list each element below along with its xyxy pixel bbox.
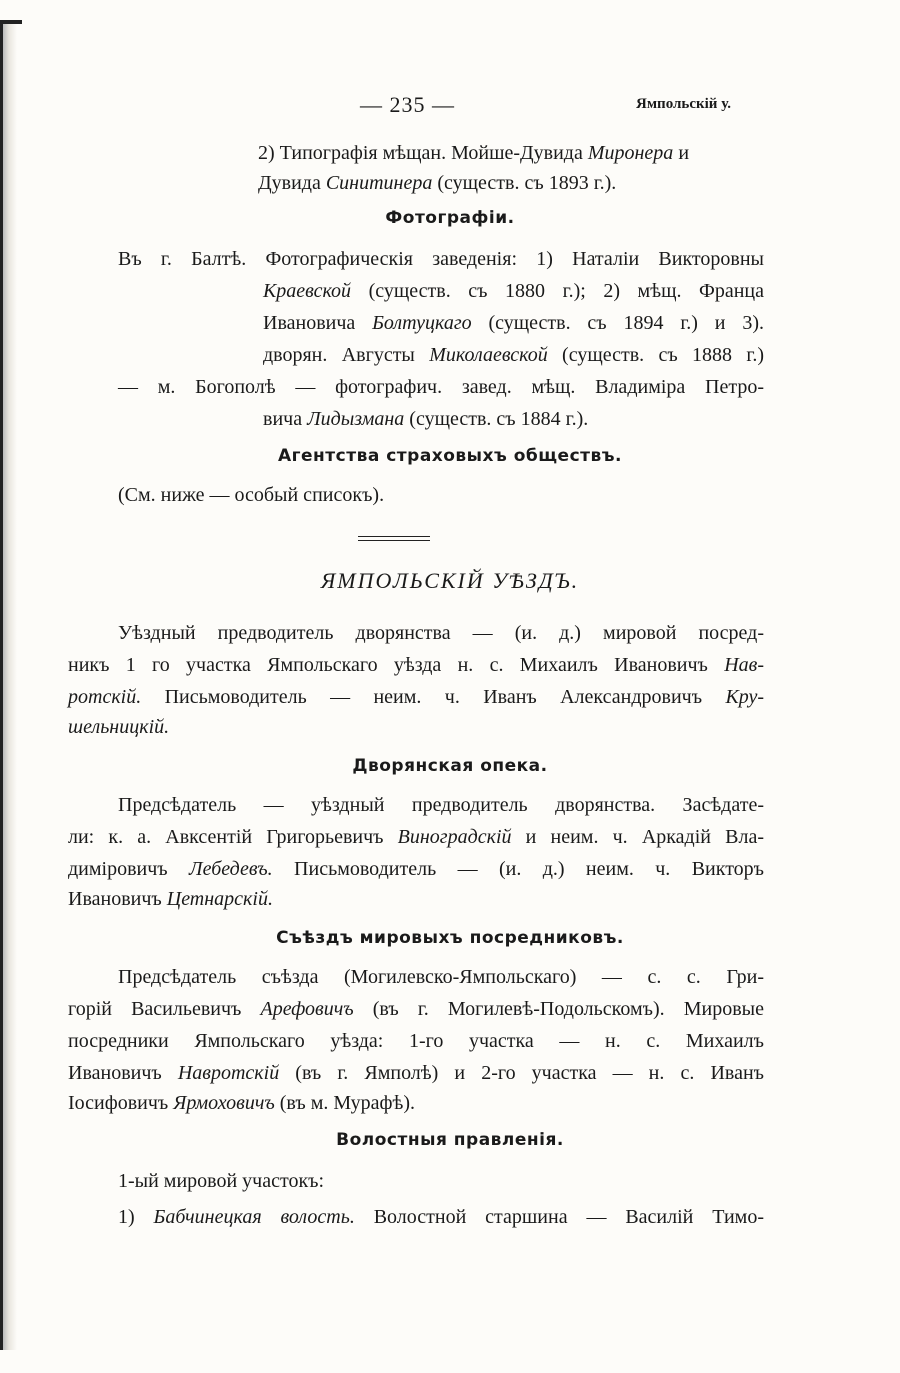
text: (въ г. Могилевѣ-Подольскомъ). Мировые: [353, 998, 764, 1020]
text: Дувида: [258, 172, 326, 194]
surname: ротскій.: [68, 686, 142, 708]
running-head: Ямпольскій у.: [636, 96, 731, 112]
text: диміровичъ: [68, 858, 190, 880]
surname: Миколаевской: [429, 344, 548, 366]
section-divider-top: [358, 536, 430, 537]
text: (существ. съ 1880 г.); 2) мѣщ. Франца: [351, 280, 764, 302]
congress-heading: Съѣздъ мировыхъ посредниковъ.: [276, 928, 624, 948]
text: и неим. ч. Аркадій Вла-: [511, 826, 764, 848]
surname: Бабчинецкая волость.: [153, 1206, 355, 1228]
text: Письмоводитель — (и. д.) неим. ч. Викторъ: [272, 858, 765, 880]
congress-line-2: [68, 994, 764, 1024]
page-number: — 235 —: [360, 92, 455, 117]
text: и: [673, 142, 690, 164]
photo-line-2: [263, 276, 764, 306]
volost-line-1: 1-ый мировой участокъ:: [118, 1170, 325, 1192]
text: Ивановича: [263, 312, 373, 334]
text: Ивановичъ: [68, 888, 167, 910]
congress-line-3: посредники Ямпольскаго уѣзда: 1-го участка — н. с. Михаилъ: [68, 1030, 764, 1052]
surname: Кру-: [725, 686, 764, 708]
marshal-line-3: [68, 682, 764, 712]
opeka-line-4: [68, 884, 273, 914]
congress-line-1: Предсѣдатель съѣзда (Могилевско-Ямпольскаго) — с. с. Гри-: [118, 966, 764, 988]
surname: Синитинера: [325, 172, 433, 194]
congress-line-5: [68, 1088, 415, 1118]
surname: Навротскій: [177, 1062, 280, 1084]
text: (существ. съ 1893 г.).: [432, 172, 617, 194]
text: Волостной старшина — Василій Тимо-: [354, 1206, 764, 1228]
text: ли: к. а. Авксентій Григорьевичъ: [68, 826, 398, 848]
text: (въ м. Мурафѣ).: [274, 1092, 415, 1114]
text: 1): [118, 1206, 154, 1228]
page-header: [0, 92, 900, 122]
agency-heading: Агентства страховыхъ обществъ.: [277, 446, 623, 466]
opeka-heading: Дворянская опека.: [352, 756, 548, 776]
photo-line-4: [263, 340, 764, 370]
surname: Нав-: [724, 654, 764, 676]
photo-line-1: Въ г. Балтѣ. Фотографическія заведенія: 1) Наталіи Викторовны: [118, 248, 764, 270]
text: 2) Типографія мѣщан. Мойше-Дувида: [258, 142, 588, 164]
text: (существ. съ 1894 г.) и 3).: [471, 312, 764, 334]
text: вича: [263, 408, 308, 430]
text: (существ. съ 1888 г.): [547, 344, 765, 366]
text: горій Васильевичъ: [68, 998, 261, 1020]
text: Ивановичъ: [68, 1062, 178, 1084]
marshal-line-2: [68, 650, 764, 680]
photo-line-3: [263, 308, 764, 338]
photo-heading: Фотографіи.: [385, 208, 515, 228]
surname: Лебедевъ.: [189, 858, 273, 880]
text: (существ. съ 1884 г.).: [404, 408, 589, 430]
text: (въ г. Ямполѣ) и 2-го участка — н. с. Иванъ: [279, 1062, 764, 1084]
printing-line-1: [258, 138, 689, 168]
congress-line-4: [68, 1058, 764, 1088]
agency-text: (См. ниже — особый списокъ).: [118, 484, 385, 506]
text: Письмоводитель — неим. ч. Иванъ Александровичъ: [141, 686, 726, 708]
surname: Арефовичъ: [260, 998, 354, 1020]
section-title: ЯМПОЛЬСКІЙ УѢЗДЪ.: [320, 568, 580, 593]
surname: Миронера: [587, 142, 674, 164]
surname: Ярмоховичъ: [173, 1092, 275, 1114]
binding-corner-mark: [0, 20, 22, 24]
surname: Виноградскій: [397, 826, 512, 848]
marshal-line-1: Уѣздный предводитель дворянства — (и. д.) мировой посред-: [118, 622, 764, 644]
printing-line-2: [258, 168, 616, 198]
section-divider-bottom: [358, 540, 430, 541]
surname: Краевской: [263, 280, 352, 302]
opeka-line-1: Предсѣдатель — уѣздный предводитель дворянства. Засѣдате-: [118, 794, 764, 816]
text: Іосифовичъ: [68, 1092, 174, 1114]
text: дворян. Августы: [263, 344, 430, 366]
opeka-line-2: [68, 822, 764, 852]
volost-heading: Волостныя правленія.: [336, 1130, 564, 1150]
surname: Лидызмана: [307, 408, 405, 430]
photo-line-5: — м. Богополѣ — фотографич. завед. мѣщ. Владиміра Петро-: [118, 376, 764, 398]
text: никъ 1 го участка Ямпольскаго уѣзда н. с. Михаилъ Ивановичъ: [68, 654, 725, 676]
opeka-line-3: [68, 854, 764, 884]
surname: Болтуцкаго: [372, 312, 472, 334]
volost-line-2: [118, 1202, 764, 1232]
photo-line-6: [263, 404, 588, 434]
surname: Цетнарскій.: [166, 888, 273, 910]
marshal-line-4: шельницкій.: [68, 716, 170, 738]
